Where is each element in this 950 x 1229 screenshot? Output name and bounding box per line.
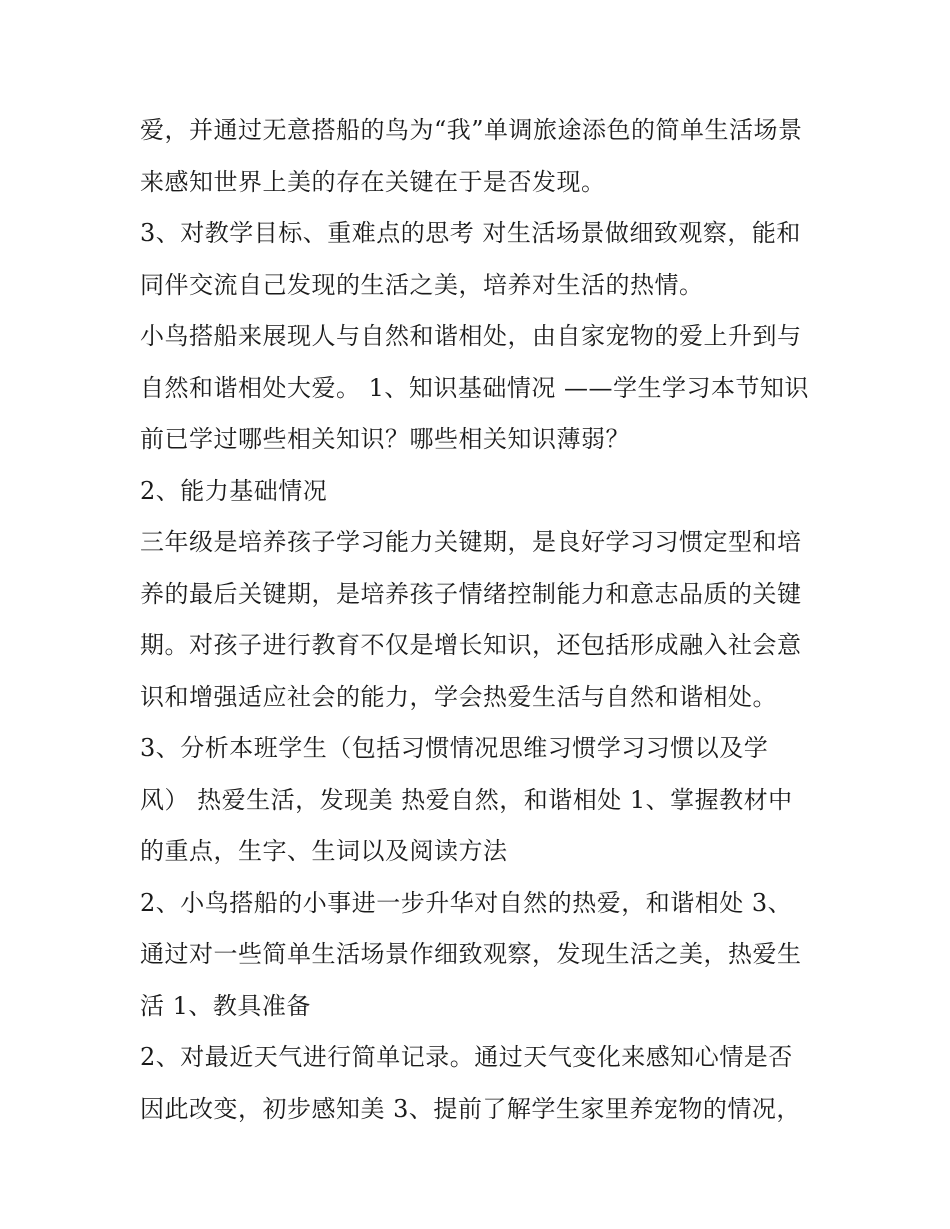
text-line: 前已学过哪些相关知识？哪些相关知识薄弱？ bbox=[140, 425, 630, 453]
text-line: 养的最后关键期，是培养孩子情绪控制能力和意志品质的关键 bbox=[140, 579, 802, 608]
text-line: 期。对孩子进行教育不仅是增长知识，还包括形成融入社会意 bbox=[140, 631, 802, 659]
text-line: 3、对教学目标、重难点的思考 对生活场景做细致观察，能和 bbox=[140, 219, 801, 247]
text-line: 来感知世界上美的存在关键在于是否发现。 bbox=[140, 167, 606, 196]
text-line: 活 1、教具准备 bbox=[140, 991, 311, 1020]
text-line: 三年级是培养孩子学习能力关键期，是良好学习习惯定型和培 bbox=[140, 528, 802, 556]
text-line: 3、分析本班学生（包括习惯情况思维习惯学习习惯以及学 bbox=[140, 734, 769, 762]
text-line: 自然和谐相处大爱。 1、知识基础情况 ——学生学习本节知识 bbox=[140, 373, 810, 402]
text-line: 因此改变，初步感知美 3、提前了解学生家里养宠物的情况， bbox=[140, 1094, 801, 1123]
text-line: 2、小鸟搭船的小事进一步升华对自然的热爱，和谐相处 3、 bbox=[140, 888, 793, 917]
document-body bbox=[140, 110, 820, 1140]
text-line: 风） 热爱生活，发现美 热爱自然，和谐相处 1、掌握教材中 bbox=[140, 785, 793, 814]
text-line: 通过对一些简单生活场景作细致观察，发现生活之美，热爱生 bbox=[140, 940, 802, 968]
text-line: 爱，并通过无意搭船的鸟为“我”单调旅途添色的简单生活场景 bbox=[140, 116, 803, 144]
text-line: 2、对最近天气进行简单记录。通过天气变化来感知心情是否 bbox=[140, 1043, 793, 1071]
text-line: 小鸟搭船来展现人与自然和谐相处，由自家宠物的爱上升到与 bbox=[140, 322, 802, 350]
text-line: 识和增强适应社会的能力，学会热爱生活与自然和谐相处。 bbox=[140, 682, 777, 711]
text-line: 的重点，生字、生词以及阅读方法 bbox=[140, 837, 508, 865]
text-line: 同伴交流自己发现的生活之美，培养对生活的热情。 bbox=[140, 270, 704, 299]
text-line: 2、能力基础情况 bbox=[140, 476, 328, 505]
